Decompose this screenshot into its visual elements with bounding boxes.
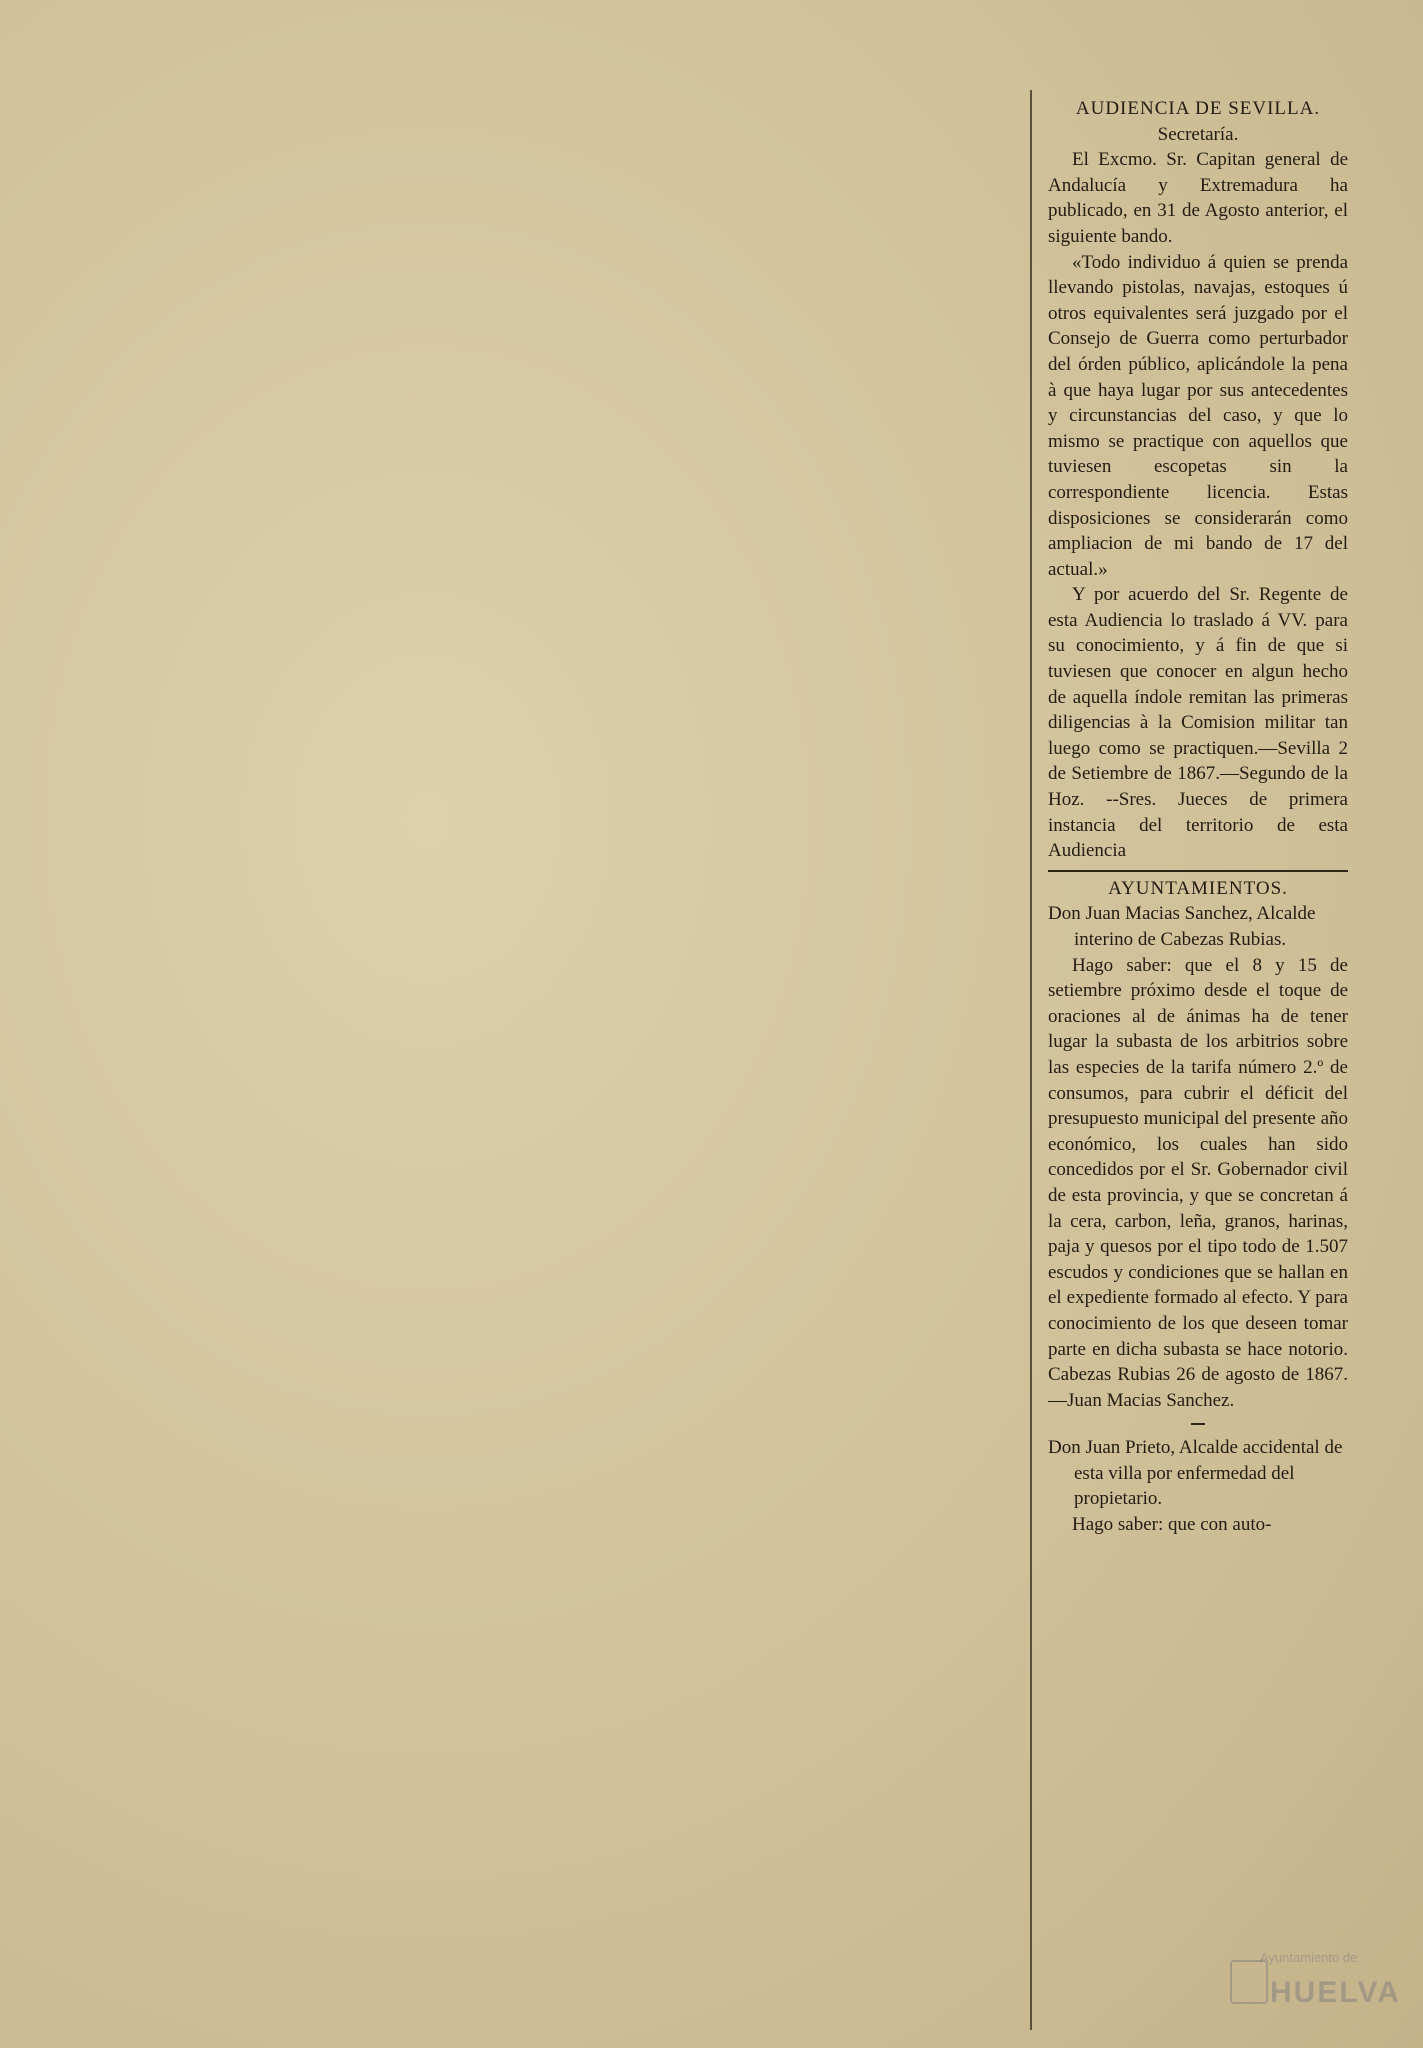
short-rule (1191, 1423, 1205, 1425)
audiencia-paragraph: El Excmo. Sr. Capitan general de Andalucía y Extremadura ha publicado, en 31 de Agosto anterior, el siguiente bando. (1048, 149, 1348, 247)
audiencia-paragraph: «Todo individuo á quien se prenda llevando pistolas, navajas, estoques ú otros equivalentes será juzgado por el Consejo de Guerra como perturbador del órden público, aplicándole la pena à que haya lugar por sus antecedentes y circunstancias del caso, y que lo mismo se practique con aquellos que tuviesen escopetas sin la correspondiente licencia. Estas disposiciones se considerarán como ampliacion de mi bando de 17 del actual.» (1048, 251, 1348, 580)
stamp-line1: Ayuntamiento de (1260, 1950, 1358, 1965)
audiencia-heading: AUDIENCIA DE SEVILLA. (1075, 98, 1321, 119)
section-rule (1048, 870, 1348, 872)
stamp-line2: HUELVA (1270, 1976, 1401, 2009)
ayuntamiento-paragraph: Hago saber: que el 8 y 15 de setiembre próximo desde el toque de oraciones al de ánimas ha de tener lugar la subasta de los arbitrios sobre las especies de la tarifa número 2.º de consumos, para cubrir el déficit del presupuesto municipal del presente año económico, los cuales han sido concedidos por el Sr. Gobernador civil de esta provincia, y que se concretan á la cera, carbon, leña, granos, harinas, paja y quesos por el tipo todo de 1.507 escudos y condiciones que se hallan en el expediente formado al efecto. Y para conocimiento de los que deseen tomar parte en dicha subasta se hace notorio. Cabezas Rubias 26 de agosto de 1867.—Juan Macias Sanchez. (1048, 954, 1348, 1411)
column-divider (1030, 90, 1032, 2030)
ayuntamientos-heading: AYUNTAMIENTOS. (1108, 877, 1288, 899)
ayuntamiento-paragraph: Hago saber: que con auto- (1072, 1514, 1272, 1536)
seal-icon (1230, 1960, 1268, 2004)
audiencia-paragraph: Y por acuerdo del Sr. Regente de esta Audiencia lo traslado á VV. para su conocimiento, y á fin de que si tuviesen que conocer en algun hecho de aquella índole remitan las primeras diligencias à la Comision militar tan luego como se practiquen.—Sevilla 2 de Setiembre de 1867.—Segundo de la Hoz. --Sres. Jueces de primera instancia del territorio de esta Audiencia (1048, 584, 1348, 862)
right-column (1048, 96, 1348, 1538)
audiencia-subheading: Secretaría. (1157, 123, 1239, 145)
archive-stamp (1230, 1950, 1400, 2020)
ayuntamiento-announcer: Don Juan Prieto, Alcalde accidental de esta villa por enfermedad del propietario. (1048, 1437, 1343, 1510)
ayuntamiento-announcer: Don Juan Macias Sanchez, Alcalde interino de Cabezas Rubias. (1048, 903, 1316, 950)
